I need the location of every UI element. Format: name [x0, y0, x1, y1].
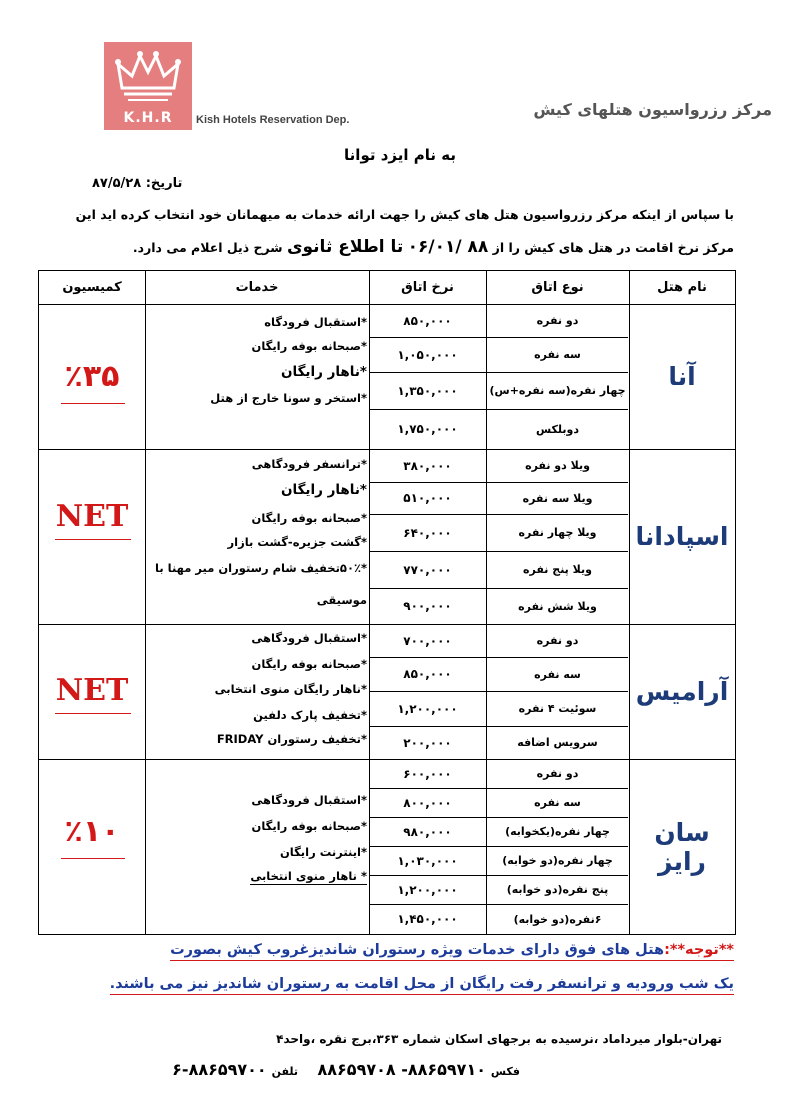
room-rate: ۳۸۰,۰۰۰	[403, 458, 452, 473]
header-hotel: نام هتل	[657, 280, 707, 295]
room-rate: ۸۵۰,۰۰۰	[403, 313, 452, 328]
room-type: ویلا دو نفره	[525, 459, 590, 472]
room-rate: ۱,۰۳۰,۰۰۰	[397, 853, 458, 868]
room-rate: ۶۰۰,۰۰۰	[403, 766, 452, 781]
service-item: *ناهار رایگان	[280, 364, 367, 380]
service-item: *گشت جزیره-گشت بازار	[227, 535, 367, 549]
room-rate: ۲۰۰,۰۰۰	[403, 735, 452, 750]
service-item: *استقبال فرودگاهی	[251, 631, 367, 645]
room-rate: ۹۸۰,۰۰۰	[403, 824, 452, 839]
room-type: دو نفره	[536, 634, 579, 647]
note-line-2: یک شب ورودیه و ترانسفر رفت رایگان از محل اقامت به رستوران شاندیز نیز می باشند.	[110, 976, 734, 995]
commission-value: NET	[55, 672, 129, 708]
service-item: *تخفیف رستوران FRIDAY	[216, 732, 367, 746]
commission-value: NET	[55, 498, 129, 534]
commission-underline	[55, 713, 131, 714]
commission-underline	[61, 403, 125, 404]
room-type: دو نفره	[536, 767, 579, 780]
room-rate: ۵۱۰,۰۰۰	[403, 491, 452, 505]
service-item: *استخر و سونا خارج از هتل	[210, 391, 367, 405]
room-type: چهار نفره(سه نفره+س)	[489, 384, 626, 397]
intro-prefix: مرکز نرخ اقامت در هتل های کیش را از	[492, 240, 734, 255]
logo-text: K.H.R	[123, 110, 173, 126]
header-services: خدمات	[235, 280, 279, 295]
footer-phones	[130, 1060, 520, 1079]
service-item: *ناهار رایگان منوی انتخابی	[214, 682, 367, 696]
room-rate: ۸۵۰,۰۰۰	[403, 667, 452, 681]
note-line-1	[170, 942, 734, 961]
room-type: سه نفره	[534, 796, 581, 809]
room-type: ویلا چهار نفره	[518, 526, 597, 539]
service-item: *ناهار رایگان	[280, 482, 367, 498]
intro-suffix: شرح ذیل اعلام می دارد.	[132, 240, 283, 255]
hotel-name-espadana: اسپادانا	[635, 522, 729, 551]
commission-underline	[61, 858, 125, 859]
room-rate: ۸۰۰,۰۰۰	[403, 795, 452, 810]
room-rate: ۷۷۰,۰۰۰	[403, 562, 452, 577]
room-type: سه نفره	[534, 348, 581, 361]
col-divider	[145, 271, 146, 934]
room-type: سه نفره	[534, 667, 581, 681]
logo	[104, 42, 192, 130]
room-rate: ۱,۳۵۰,۰۰۰	[397, 383, 458, 398]
note-star: **توجه**:	[664, 942, 734, 958]
room-rate: ۷۰۰,۰۰۰	[403, 633, 452, 648]
commission-value: ٪۳۵	[64, 358, 120, 394]
header-rate: نرخ اتاق	[401, 280, 454, 295]
hotel-name-aramis: آرامیس	[635, 677, 729, 706]
room-rate: ۱,۴۵۰,۰۰۰	[397, 912, 458, 926]
header-commission: کمیسیون	[62, 280, 122, 295]
fax-numbers: ۸۸۶۵۹۷۱۰- ۸۸۶۵۹۷۰۸	[317, 1060, 486, 1079]
service-item: *صبحانه بوفه رایگان	[251, 657, 367, 671]
service-item: *استقبال فرودگاه	[264, 315, 367, 329]
service-item: *صبحانه بوفه رایگان	[251, 511, 367, 525]
room-rate: ۱,۲۰۰,۰۰۰	[397, 882, 458, 897]
room-type: چهار نفره(دو خوابه)	[502, 854, 613, 867]
header-room-type: نوع اتاق	[531, 280, 584, 295]
intro-date: ۸۸ /۰۶/۰۱	[407, 237, 489, 257]
phone-label: تلفن	[271, 1065, 298, 1078]
room-rate: ۱,۲۰۰,۰۰۰	[397, 701, 458, 716]
crown-icon	[104, 42, 192, 112]
room-type: سرویس اضافه	[517, 736, 598, 749]
center-title: مرکز رزرواسیون هتلهای کیش	[533, 100, 772, 119]
service-item: *۵۰٪تخفیف شام رستوران میر مهنا با	[155, 561, 367, 575]
commission-value: ٪۱۰	[64, 813, 120, 849]
hotel-name-sunrise: سان رایز	[654, 817, 710, 876]
service-item: *اینترنت رایگان	[279, 845, 367, 859]
intro-line-2	[54, 237, 734, 257]
room-type: سوئیت ۴ نفره	[518, 702, 597, 715]
room-type: دو نفره	[536, 314, 579, 327]
room-rate: ۱,۷۵۰,۰۰۰	[397, 422, 458, 436]
hotel-name-ana: آنا	[668, 362, 696, 391]
room-rate: ۶۴۰,۰۰۰	[403, 525, 452, 540]
service-item: *صبحانه بوفه رایگان	[251, 819, 367, 833]
room-rate: ۱,۰۵۰,۰۰۰	[397, 347, 458, 362]
room-type: ویلا شش نفره	[518, 599, 597, 613]
service-item: *ترانسفر فرودگاهی	[251, 457, 367, 471]
note-text-1: هتل های فوق دارای خدمات ویژه رستوران شاندیزغروب کیش بصورت	[170, 942, 665, 958]
intro-until: تا اطلاع ثانوی	[286, 237, 404, 257]
intro-line-1: با سپاس از اینکه مرکز رزرواسیون هتل های کیش را جهت ارائه خدمات به میهمانان خود انتخاب کرده اید این	[75, 207, 734, 222]
room-type: ویلا سه نفره	[522, 491, 593, 505]
room-type: ۶نفره(دو خوابه)	[513, 912, 602, 926]
fax-label: فکس	[490, 1065, 520, 1078]
phone-number: ۸۸۶۵۹۷۰۰-۶	[172, 1060, 267, 1079]
letter-date: تاریخ: ۸۷/۵/۲۸	[92, 176, 183, 191]
room-type: ویلا پنج نفره	[523, 563, 592, 576]
service-item: *صبحانه بوفه رایگان	[251, 339, 367, 353]
service-item: *تخفیف پارک دلفین	[253, 708, 367, 722]
rates-table	[38, 270, 736, 935]
room-type: دوبلکس	[535, 422, 580, 436]
logo-caption: Kish Hotels Reservation Dep.	[196, 114, 350, 126]
room-type: چهار نفره(یکخوابه)	[505, 825, 610, 838]
room-rate: ۹۰۰,۰۰۰	[403, 599, 452, 613]
footer-address: تهران-بلوار میرداماد ،نرسیده به برجهای اسکان شماره ۳۶۳،برج نقره ،واحد۴	[276, 1032, 722, 1046]
letter-heading: به نام ایزد توانا	[344, 146, 456, 164]
room-type: پنج نفره(دو خوابه)	[506, 883, 609, 896]
service-item: موسیقی	[316, 593, 367, 607]
service-item: * ناهار منوی انتخابی	[250, 869, 367, 883]
service-item: *استقبال فرودگاهی	[251, 793, 367, 807]
commission-underline	[55, 539, 131, 540]
